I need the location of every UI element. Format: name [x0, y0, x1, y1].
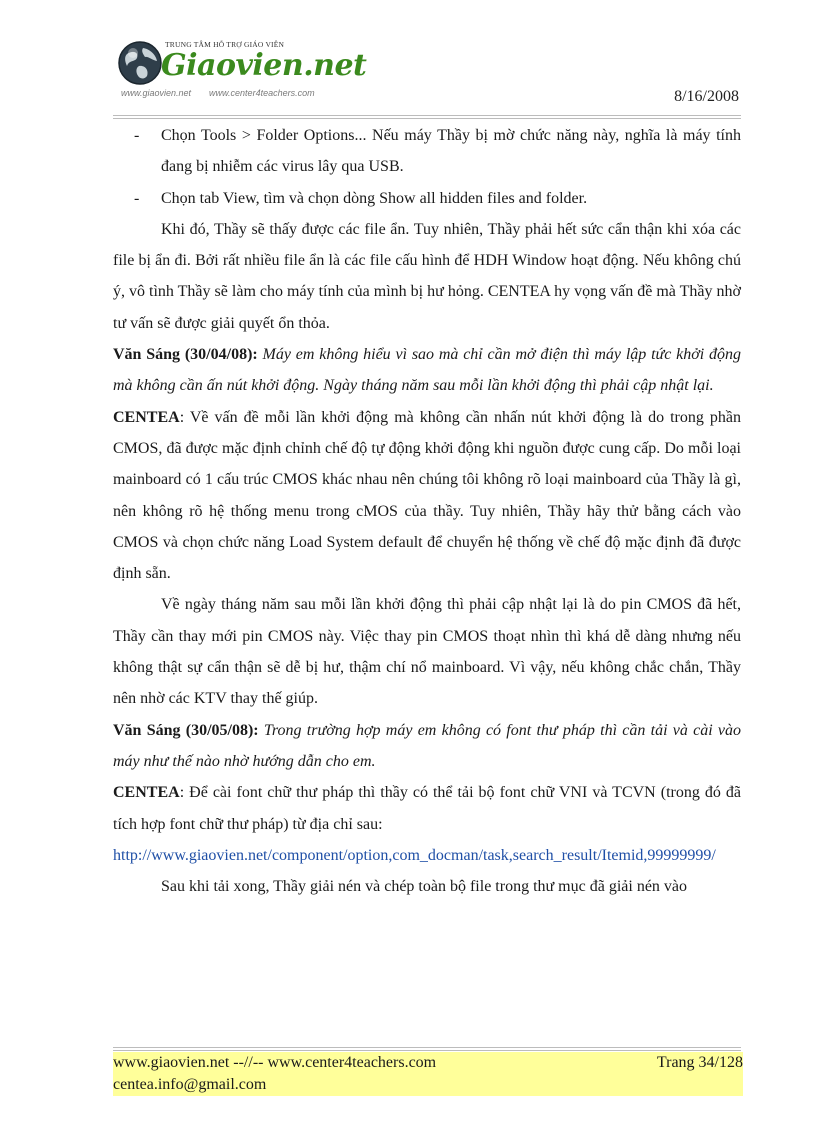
footer-divider	[113, 1047, 741, 1051]
page-number: Trang 34/128	[656, 1054, 743, 1071]
question-author: Văn Sáng (30/04/08):	[113, 346, 258, 364]
question-text: Trong trường hợp máy em không có font thư pháp thì cần tải và cài vào máy như thế nào nhờ hướng dẫn cho em.	[113, 721, 742, 770]
bullet-dash: -	[134, 189, 140, 207]
page-footer	[113, 1052, 743, 1096]
answer-author: CENTEA	[113, 784, 180, 802]
bullet-item	[113, 120, 741, 183]
paragraph: Về ngày tháng năm sau mỗi lần khởi động thì phải cập nhật lại là do pin CMOS đã hết, Thầy cần thay mới pin CMOS này. Việc thay pin CMOS thoạt nhìn thì khá dễ dàng nhưng nếu không thật sự cẩn thận sẽ dễ bị hư, thậm chí nổ mainboard. Vì vậy, nếu không chắc chắn, Thầy nên nhờ các KTV thay thế giúp.	[113, 596, 741, 708]
header-date: 8/16/2008	[674, 88, 739, 105]
question-author: Văn Sáng (30/05/08):	[113, 721, 259, 739]
header-divider	[113, 115, 741, 119]
logo-url-center4teachers: www.center4teachers.com	[209, 88, 315, 98]
footer-email: centea.info@gmail.com	[113, 1076, 267, 1093]
bullet-text: Chọn Tools > Folder Options... Nếu máy Thầy bị mờ chức năng này, nghĩa là máy tính đang bị nhiễm các virus lây qua USB.	[161, 127, 741, 176]
bullet-item	[113, 183, 741, 214]
answer-author: CENTEA	[113, 408, 180, 426]
download-link[interactable]: http://www.giaovien.net/component/option,com_docman/task,search_result/Itemid,99999999/	[113, 846, 716, 864]
bullet-text: Chọn tab View, tìm và chọn dòng Show all hidden files and folder.	[161, 189, 588, 207]
logo-tagline: TRUNG TÂM HỖ TRỢ GIÁO VIÊN	[165, 40, 285, 49]
logo-wordmark: Giaovien.net	[161, 48, 367, 83]
question-paragraph	[113, 339, 741, 402]
answer-text: : Về vấn đề mỗi lần khởi động mà không cần nhấn nút khởi động là do trong phần CMOS, đã được mặc định chỉnh chế độ tự động khởi động khi nguồn được cung cấp. Do mỗi loại mainboard có 1 cấu trúc CMOS khác nhau nên chúng tôi không rõ loại mainboard của Thầy là gì, nên không rõ hệ thống menu trong cMOS của thầy. Tuy nhiên, Thầy hãy thử bằng cách vào CMOS và chọn chức năng Load System default để chuyển hệ thống về chế độ mặc định đã được định sẵn.	[113, 408, 741, 583]
answer-paragraph	[113, 402, 741, 590]
paragraph: Khi đó, Thầy sẽ thấy được các file ẩn. Tuy nhiên, Thầy phải hết sức cẩn thận khi xóa các file bị ẩn đi. Bởi rất nhiều file ẩn là các file cấu hình để HDH Window hoạt động. Nếu không chú ý, vô tình Thầy sẽ làm cho máy tính của mình bị hư hỏng. CENTEA hy vọng vấn đề mà Thầy nhờ tư vấn sẽ được giải quyết ổn thỏa.	[113, 220, 741, 332]
page-header	[113, 30, 741, 108]
answer-text: : Để cài font chữ thư pháp thì thầy có thể tải bộ font chữ VNI và TCVN (trong đó đã tích hợp font chữ thư pháp) từ địa chỉ sau:	[113, 784, 741, 833]
footer-contact	[113, 1052, 436, 1096]
paragraph: Sau khi tải xong, Thầy giải nén và chép toàn bộ file trong thư mục đã giải nén vào	[161, 878, 688, 896]
document-body	[113, 120, 741, 902]
footer-websites: www.giaovien.net --//-- www.center4teachers.com	[113, 1054, 437, 1071]
question-text: Máy em không hiểu vì sao mà chỉ cần mở điện thì máy lập tức khởi động mà không cần ấn nút khởi động. Ngày tháng năm sau mỗi lần khởi động thì phải cập nhật lại.	[113, 346, 742, 395]
question-paragraph	[113, 715, 741, 778]
logo-urls	[121, 88, 333, 98]
globe-icon	[117, 40, 163, 86]
answer-paragraph	[113, 777, 741, 840]
logo-url-giaovien: www.giaovien.net	[121, 88, 192, 98]
bullet-dash: -	[134, 127, 140, 144]
